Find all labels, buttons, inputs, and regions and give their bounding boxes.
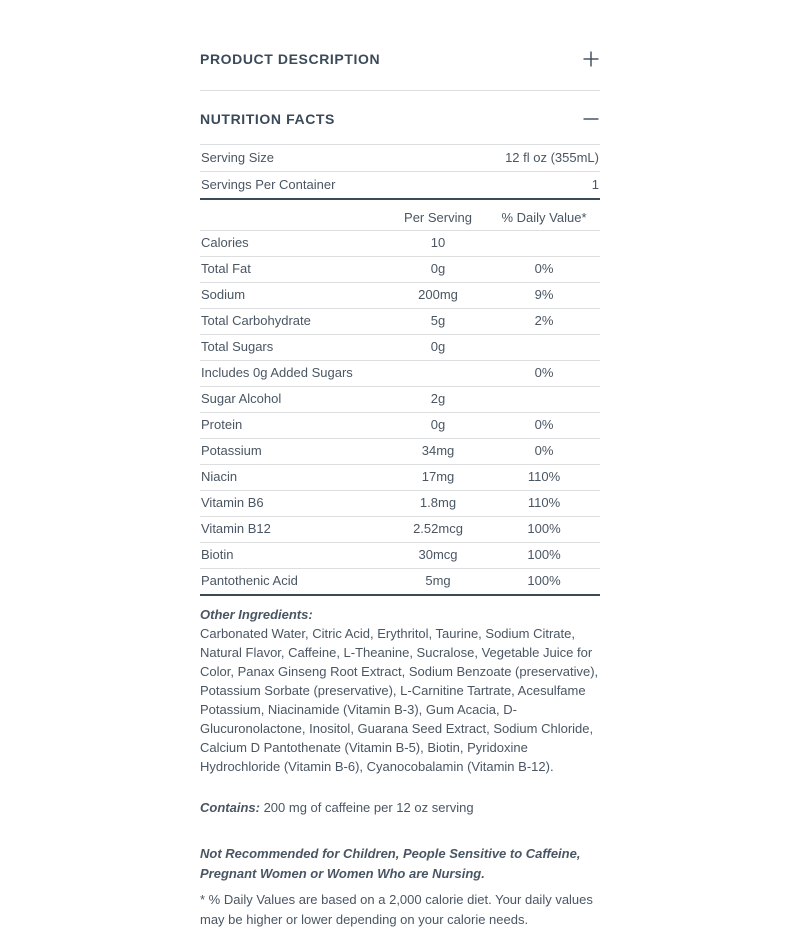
nutrient-daily-value: 0% bbox=[488, 361, 600, 387]
nutrient-amount: 0g bbox=[388, 257, 488, 283]
minus-icon[interactable] bbox=[582, 110, 600, 128]
nutrient-daily-value bbox=[488, 387, 600, 413]
nutrient-daily-value: 0% bbox=[488, 439, 600, 465]
table-row bbox=[200, 439, 600, 465]
nutrient-amount: 5g bbox=[388, 309, 488, 335]
table-row bbox=[200, 413, 600, 439]
table-row bbox=[200, 465, 600, 491]
nutrient-name: Sugar Alcohol bbox=[200, 387, 388, 413]
table-row bbox=[200, 231, 600, 257]
nutrient-column-header bbox=[200, 200, 388, 231]
nutrient-amount: 0g bbox=[388, 413, 488, 439]
table-row bbox=[200, 309, 600, 335]
nutrient-amount: 34mg bbox=[388, 439, 488, 465]
nutrient-name: Sodium bbox=[200, 283, 388, 309]
nutrient-amount: 200mg bbox=[388, 283, 488, 309]
serving-size-value: 12 fl oz (355mL) bbox=[505, 150, 599, 165]
nutrient-amount bbox=[388, 361, 488, 387]
per-serving-column-header: Per Serving bbox=[404, 210, 472, 225]
nutrient-daily-value: 100% bbox=[488, 517, 600, 543]
nutrient-name: Includes 0g Added Sugars bbox=[200, 361, 388, 387]
nutrient-daily-value: 110% bbox=[488, 491, 600, 517]
nutrient-amount: 10 bbox=[388, 231, 488, 257]
nutrient-amount: 2.52mcg bbox=[388, 517, 488, 543]
other-ingredients-section bbox=[200, 605, 600, 776]
serving-size-label: Serving Size bbox=[201, 150, 274, 165]
nutrient-name: Vitamin B12 bbox=[200, 517, 388, 543]
nutrient-daily-value: 100% bbox=[488, 543, 600, 569]
nutrient-daily-value bbox=[488, 335, 600, 361]
plus-icon[interactable] bbox=[582, 50, 600, 68]
servings-per-container-value: 1 bbox=[591, 177, 599, 192]
table-row bbox=[200, 257, 600, 283]
nutrient-name: Potassium bbox=[200, 439, 388, 465]
table-row bbox=[200, 569, 600, 596]
nutrient-daily-value: 0% bbox=[488, 413, 600, 439]
serving-size-row bbox=[200, 144, 600, 171]
table-row bbox=[200, 361, 600, 387]
nutrient-name: Calories bbox=[200, 231, 388, 257]
nutrient-daily-value: 110% bbox=[488, 465, 600, 491]
nutrient-daily-value bbox=[488, 231, 600, 257]
nutrient-name: Niacin bbox=[200, 465, 388, 491]
nutrient-name: Vitamin B6 bbox=[200, 491, 388, 517]
other-ingredients-label: Other Ingredients: bbox=[200, 607, 313, 622]
product-description-title: PRODUCT DESCRIPTION bbox=[200, 51, 381, 67]
nutrition-facts-title: NUTRITION FACTS bbox=[200, 111, 335, 127]
nutrient-amount: 0g bbox=[388, 335, 488, 361]
nutrient-daily-value: 9% bbox=[488, 283, 600, 309]
nutrient-name: Biotin bbox=[200, 543, 388, 569]
servings-per-container-row bbox=[200, 171, 600, 198]
section-divider bbox=[200, 90, 600, 91]
table-row bbox=[200, 543, 600, 569]
table-row bbox=[200, 283, 600, 309]
table-row bbox=[200, 491, 600, 517]
product-info-panel bbox=[200, 0, 600, 930]
table-header-row bbox=[200, 200, 600, 231]
serving-info-block bbox=[200, 144, 600, 200]
table-row bbox=[200, 387, 600, 413]
nutrient-amount: 17mg bbox=[388, 465, 488, 491]
nutrient-name: Protein bbox=[200, 413, 388, 439]
nutrient-daily-value: 100% bbox=[488, 569, 600, 596]
daily-value-column-header: % Daily Value* bbox=[501, 210, 587, 225]
nutrition-facts-table bbox=[200, 200, 600, 596]
contains-text: 200 mg of caffeine per 12 oz serving bbox=[259, 800, 474, 815]
nutrient-name: Total Carbohydrate bbox=[200, 309, 388, 335]
daily-value-footnote: * % Daily Values are based on a 2,000 calorie diet. Your daily values may be higher or lower depending on your calorie needs. bbox=[200, 892, 593, 927]
caffeine-contains-statement bbox=[200, 798, 600, 817]
nutrient-name: Total Fat bbox=[200, 257, 388, 283]
nutrient-amount: 5mg bbox=[388, 569, 488, 596]
table-row bbox=[200, 335, 600, 361]
nutrient-amount: 2g bbox=[388, 387, 488, 413]
nutrient-daily-value: 0% bbox=[488, 257, 600, 283]
accordion-product-description[interactable] bbox=[200, 50, 600, 68]
contains-label: Contains: bbox=[200, 800, 260, 815]
caffeine-warning-text: Not Recommended for Children, People Sensitive to Caffeine, Pregnant Women or Women Who are Nursing. bbox=[200, 846, 581, 881]
table-row bbox=[200, 517, 600, 543]
accordion-nutrition-facts[interactable] bbox=[200, 110, 600, 128]
nutrient-name: Total Sugars bbox=[200, 335, 388, 361]
nutrient-daily-value: 2% bbox=[488, 309, 600, 335]
other-ingredients-text: Carbonated Water, Citric Acid, Erythritol, Taurine, Sodium Citrate, Natural Flavor, Caffeine, L-Theanine, Sucralose, Vegetable Juice for Color, Panax Ginseng Root Extract, Sodium Benzoate (preservative), Potassium Sorbate (preservative), L-Carnitine Tartrate, Acesulfame Potassium, Niacinamide (Vitamin B-3), Gum Acacia, D-Glucuronolactone, Inositol, Guarana Seed Extract, Sodium Chloride, Calcium D Pantothenate (Vitamin B-5), Biotin, Pyridoxine Hydrochloride (Vitamin B-6), Cyanocobalamin (Vitamin B-12). bbox=[200, 626, 599, 774]
nutrient-amount: 1.8mg bbox=[388, 491, 488, 517]
servings-per-container-label: Servings Per Container bbox=[201, 177, 336, 192]
nutrient-name: Pantothenic Acid bbox=[200, 569, 388, 596]
nutrient-amount: 30mcg bbox=[388, 543, 488, 569]
